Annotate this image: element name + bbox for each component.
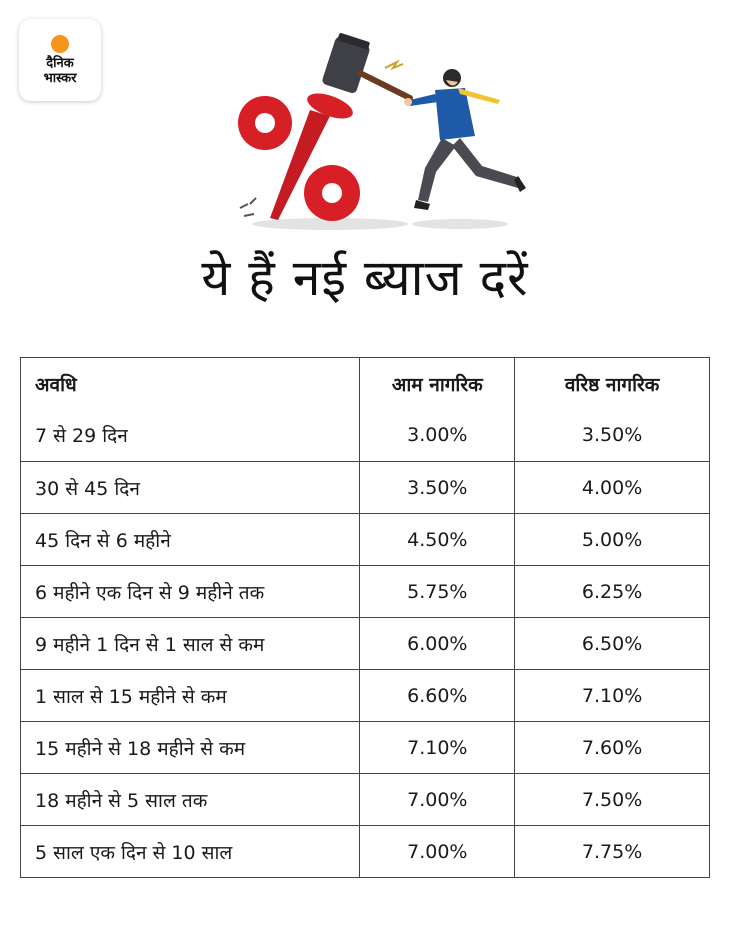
row-general-rate: 6.00% bbox=[360, 618, 515, 670]
logo-line-1: दैनिक bbox=[46, 55, 74, 71]
row-duration: 15 महीने से 18 महीने से कम bbox=[21, 722, 360, 774]
interest-rates-table bbox=[20, 357, 710, 878]
row-duration: 9 महीने 1 दिन से 1 साल से कम bbox=[21, 618, 360, 670]
table-row bbox=[21, 462, 710, 514]
row-senior-rate: 7.10% bbox=[515, 670, 710, 722]
table-row bbox=[21, 722, 710, 774]
row-senior-rate: 7.60% bbox=[515, 722, 710, 774]
row-senior-rate: 7.50% bbox=[515, 774, 710, 826]
row-duration: 30 से 45 दिन bbox=[21, 462, 360, 514]
row-senior-rate: 4.00% bbox=[515, 462, 710, 514]
sun-logo-icon bbox=[51, 35, 69, 53]
page-title: ये हैं नई ब्याज दरें bbox=[201, 249, 529, 307]
header-senior-citizen: वरिष्ठ नागरिक bbox=[515, 358, 710, 410]
row-general-rate: 6.60% bbox=[360, 670, 515, 722]
row-senior-rate: 5.00% bbox=[515, 514, 710, 566]
row-general-rate: 5.75% bbox=[360, 566, 515, 618]
row-senior-rate: 3.50% bbox=[515, 410, 710, 462]
table-header-row bbox=[21, 358, 710, 410]
row-senior-rate: 7.75% bbox=[515, 826, 710, 878]
row-duration: 45 दिन से 6 महीने bbox=[21, 514, 360, 566]
table-row bbox=[21, 618, 710, 670]
row-senior-rate: 6.50% bbox=[515, 618, 710, 670]
row-general-rate: 7.10% bbox=[360, 722, 515, 774]
header-duration: अवधि bbox=[21, 358, 360, 410]
table-row bbox=[21, 670, 710, 722]
hammer-percent-illustration-icon bbox=[220, 28, 540, 233]
row-general-rate: 4.50% bbox=[360, 514, 515, 566]
table-row bbox=[21, 774, 710, 826]
row-general-rate: 7.00% bbox=[360, 826, 515, 878]
table-row bbox=[21, 410, 710, 462]
table-row bbox=[21, 826, 710, 878]
header-general-citizen: आम नागरिक bbox=[360, 358, 515, 410]
row-general-rate: 7.00% bbox=[360, 774, 515, 826]
row-duration: 18 महीने से 5 साल तक bbox=[21, 774, 360, 826]
row-duration: 1 साल से 15 महीने से कम bbox=[21, 670, 360, 722]
row-general-rate: 3.00% bbox=[360, 410, 515, 462]
brand-logo bbox=[19, 19, 101, 101]
row-duration: 6 महीने एक दिन से 9 महीने तक bbox=[21, 566, 360, 618]
row-general-rate: 3.50% bbox=[360, 462, 515, 514]
row-duration: 5 साल एक दिन से 10 साल bbox=[21, 826, 360, 878]
table-row bbox=[21, 514, 710, 566]
row-duration: 7 से 29 दिन bbox=[21, 410, 360, 462]
table-row bbox=[21, 566, 710, 618]
row-senior-rate: 6.25% bbox=[515, 566, 710, 618]
logo-line-2: भास्कर bbox=[43, 70, 77, 86]
